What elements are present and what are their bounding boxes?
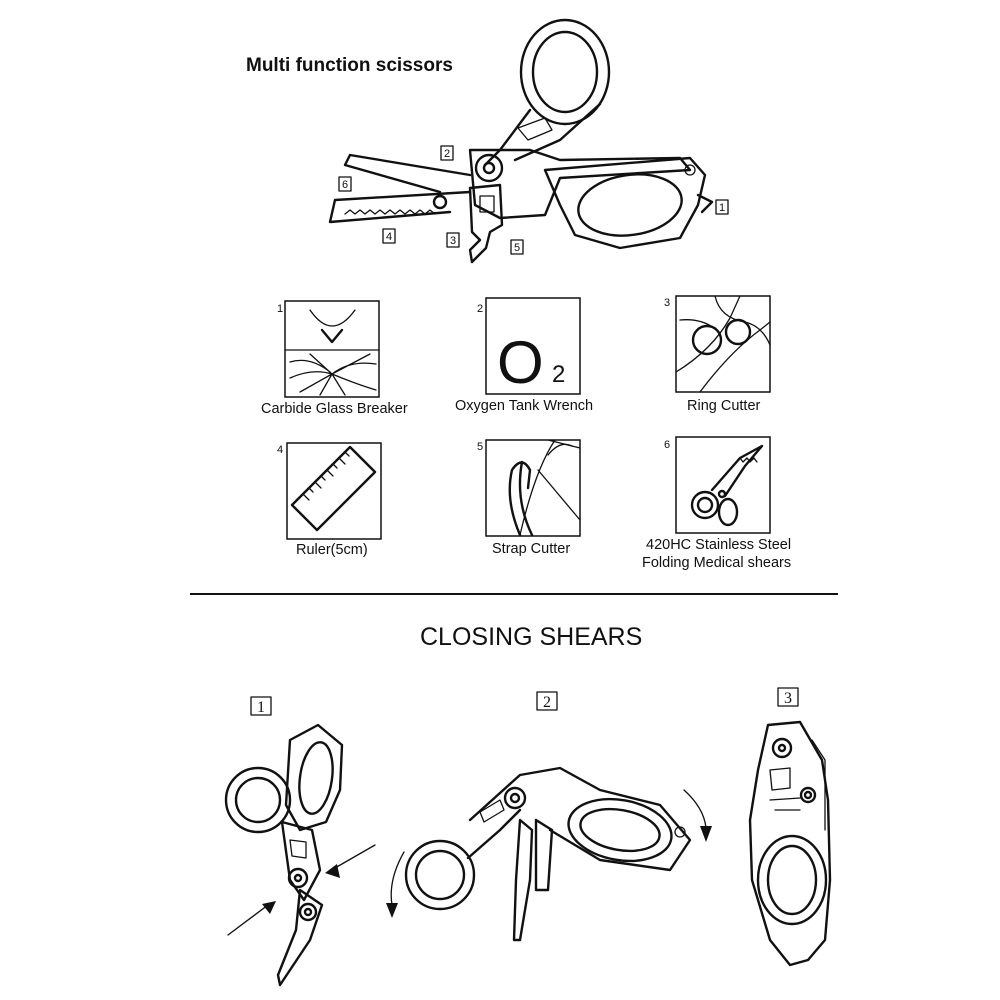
feature-ruler: [277, 443, 381, 558]
part-number-5: [511, 240, 523, 254]
feature-label-ruler: Ruler(5cm): [296, 542, 368, 558]
feature-label-folding-shears-1: 420HC Stainless Steel: [646, 537, 792, 553]
step-3: [750, 688, 830, 965]
part-number-1: [716, 200, 728, 214]
svg-text:3: 3: [450, 235, 457, 247]
feature-label-strap-cutter: Strap Cutter: [492, 541, 571, 557]
feature-ring-cutter: [664, 296, 770, 414]
svg-text:5: 5: [514, 242, 521, 254]
svg-text:4: 4: [277, 444, 284, 456]
feature-label-ring-cutter: Ring Cutter: [687, 398, 761, 414]
feature-strap-cutter: [477, 440, 580, 557]
step-3-number: 3: [784, 690, 792, 707]
part-number-2: [441, 146, 453, 160]
step-2: [386, 692, 712, 940]
feature-glass-breaker: [261, 301, 408, 417]
step-1: [226, 697, 375, 985]
page-title: Multi function scissors: [246, 55, 453, 76]
feature-oxygen-wrench: [455, 298, 593, 414]
o2-letter: O: [497, 329, 544, 396]
o2-subscript: 2: [552, 361, 566, 388]
svg-text:3: 3: [664, 297, 671, 309]
part-number-6: [339, 177, 351, 191]
svg-text:2: 2: [444, 148, 451, 160]
part-number-4: [383, 229, 395, 243]
svg-text:5: 5: [477, 441, 484, 453]
step-2-number: 2: [543, 694, 551, 711]
svg-text:6: 6: [664, 439, 671, 451]
svg-text:4: 4: [386, 231, 393, 243]
svg-text:6: 6: [342, 179, 349, 191]
svg-text:1: 1: [719, 202, 726, 214]
feature-label-folding-shears-2: Folding Medical shears: [642, 555, 792, 571]
feature-folding-shears: [642, 437, 791, 571]
svg-text:2: 2: [477, 303, 484, 315]
feature-label-glass-breaker: Carbide Glass Breaker: [261, 401, 408, 417]
svg-text:1: 1: [277, 303, 284, 315]
step-1-number: 1: [257, 699, 265, 716]
feature-label-oxygen-wrench: Oxygen Tank Wrench: [455, 398, 594, 414]
part-number-3: [447, 233, 459, 247]
section-title: CLOSING SHEARS: [420, 623, 643, 651]
